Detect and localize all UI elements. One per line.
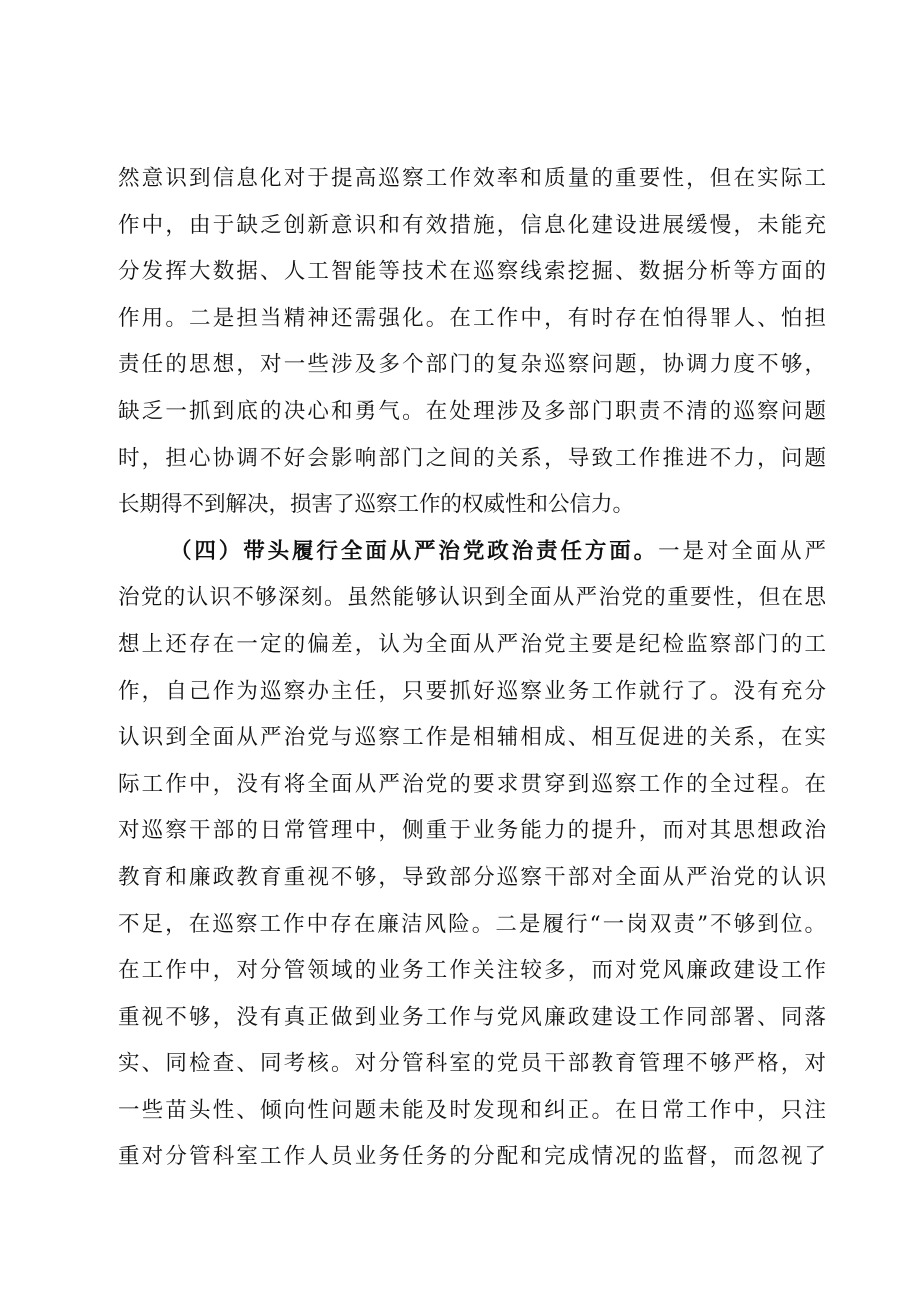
paragraph-line: 作用。二是担当精神还需强化。在工作中，有时存在怕得罪人、怕担 xyxy=(118,305,826,331)
paragraph-line: 时，担心协调不好会影响部门之间的关系，导致工作推进不力，问题 xyxy=(118,445,826,471)
paragraph-line: 长期得不到解决，损害了巡察工作的权威性和公信力。 xyxy=(118,492,635,518)
paragraph-line: 然意识到信息化对于提高巡察工作效率和质量的重要性，但在实际工 xyxy=(118,166,826,191)
paragraph-line: 教育和廉政教育重视不够，导致部分巡察干部对全面从严治党的认识 xyxy=(118,864,826,890)
paragraph-line: 作中，由于缺乏创新意识和有效措施，信息化建设进展缓慢，未能充 xyxy=(118,212,826,238)
paragraph-line: 治党的认识不够深刻。虽然能够认识到全面从严治党的重要性，但在思 xyxy=(118,585,826,611)
paragraph-line: 重对分管科室工作人员业务任务的分配和完成情况的监督，而忽视了 xyxy=(118,1144,826,1170)
paragraph-line: 对巡察干部的日常管理中，侧重于业务能力的提升，而对其思想政治 xyxy=(118,818,826,844)
paragraph-line: 认识到全面从严治党与巡察工作是相辅相成、相互促进的关系，在实 xyxy=(118,725,826,751)
paragraph-line: 一些苗头性、倾向性问题未能及时发现和纠正。在日常工作中，只注 xyxy=(118,1097,826,1123)
paragraph-line: 重视不够，没有真正做到业务工作与党风廉政建设工作同部署、同落 xyxy=(118,1004,826,1030)
paragraph-line: 想上还存在一定的偏差，认为全面从严治党主要是纪检监察部门的工 xyxy=(118,631,826,657)
body-text xyxy=(118,156,826,1181)
paragraph-line: 不足，在巡察工作中存在廉洁风险。二是履行“一岗双责”不够到位。 xyxy=(118,911,826,937)
paragraph-line: 缺乏一抓到底的决心和勇气。在处理涉及多部门职责不清的巡察问题 xyxy=(118,398,826,424)
paragraph-line: 在工作中，对分管领域的业务工作关注较多，而对党风廉政建设工作 xyxy=(118,958,826,984)
paragraph-line: 际工作中，没有将全面从严治党的要求贯穿到巡察工作的全过程。在 xyxy=(118,771,826,797)
section-heading: （四）带头履行全面从严治党政治责任方面。 xyxy=(170,538,659,564)
paragraph-line: 作，自己作为巡察办主任，只要抓好巡察业务工作就行了。没有充分 xyxy=(118,678,826,704)
section-first-line xyxy=(118,529,826,576)
paragraph-line: 分发挥大数据、人工智能等技术在巡察线索挖掘、数据分析等方面的 xyxy=(118,259,826,285)
paragraph-line: 责任的思想，对一些涉及多个部门的复杂巡察问题，协调力度不够， xyxy=(118,352,826,378)
paragraph-line: 实、同检查、同考核。对分管科室的党员干部教育管理不够严格，对 xyxy=(118,1051,826,1077)
section-first-line-text: 一是对全面从严 xyxy=(658,538,826,564)
